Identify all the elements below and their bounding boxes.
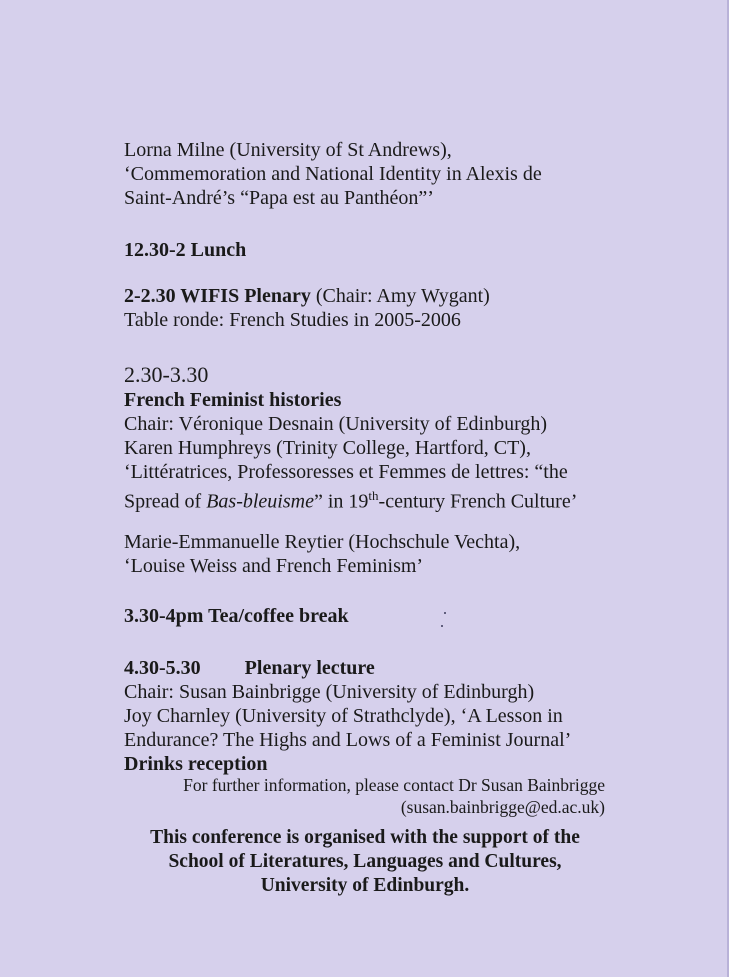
title-text: Spread of (124, 490, 207, 513)
plenary-time-label: 2-2.30 WIFIS Plenary (124, 285, 311, 307)
plenary-label: Plenary lecture (244, 657, 375, 679)
talk-title-line: ‘Littératrices, Professoresses et Femmes de lettres: “the (124, 461, 568, 483)
wifis-plenary (124, 284, 704, 332)
session-feminist-histories (124, 362, 704, 514)
talk-title-line: Endurance? The Highs and Lows of a Feminist Journal’ (124, 729, 572, 751)
support-statement (100, 826, 630, 898)
title-text: ” in 19 (313, 490, 369, 513)
contact-email: (susan.bainbrigge@ed.ac.uk) (400, 797, 605, 817)
support-line: University of Edinburgh. (260, 875, 470, 896)
talk-reytier (124, 530, 704, 578)
support-line: This conference is organised with the support of the (150, 827, 580, 848)
superscript: th (368, 488, 379, 503)
talk-title-line: Saint-André’s “Papa est au Panthéon”’ (124, 187, 434, 209)
support-line: School of Literatures, Languages and Cultures, (168, 851, 562, 872)
tea-break (124, 604, 704, 628)
talk-title-line: ‘Louise Weiss and French Feminism’ (124, 555, 424, 577)
plenary-chair: (Chair: Amy Wygant) (310, 285, 490, 307)
speaker-line: Karen Humphreys (Trinity College, Hartford, CT), (124, 437, 531, 459)
speaker-line: Marie-Emmanuelle Reytier (Hochschule Vechta), (124, 531, 521, 553)
talk-title-line: ‘Commemoration and National Identity in Alexis de (124, 163, 542, 185)
tea-label: 3.30-4pm Tea/coffee break (124, 605, 349, 627)
talk-title-line (124, 484, 704, 514)
drinks-reception: Drinks reception (124, 753, 268, 775)
speaker-line: Joy Charnley (University of Strathclyde), ‘A Lesson in (124, 705, 563, 727)
title-text: -century French Culture’ (378, 490, 578, 513)
plenary-chair: Chair: Susan Bainbrigge (University of Edinburgh) (124, 681, 535, 703)
plenary-header (124, 656, 704, 680)
contact-line: For further information, please contact Dr Susan Bainbrigge (183, 775, 605, 795)
lunch-item (124, 238, 704, 262)
talk-milne (124, 138, 704, 210)
speaker-line: Lorna Milne (University of St Andrews), (124, 139, 452, 161)
session-chair: Chair: Véronique Desnain (University of Edinburgh) (124, 413, 548, 435)
plenary-header (124, 284, 704, 308)
contact-info (100, 774, 605, 818)
lunch-label: 12.30-2 Lunch (124, 239, 247, 261)
plenary-topic: Table ronde: French Studies in 2005-2006 (124, 309, 461, 331)
title-italic: Bas-bleuisme (206, 490, 314, 513)
plenary-lecture (124, 656, 704, 776)
session-time: 2.30-3.30 (124, 362, 209, 387)
plenary-time: 4.30-5.30 (124, 657, 201, 679)
session-title: French Feminist histories (124, 389, 342, 411)
